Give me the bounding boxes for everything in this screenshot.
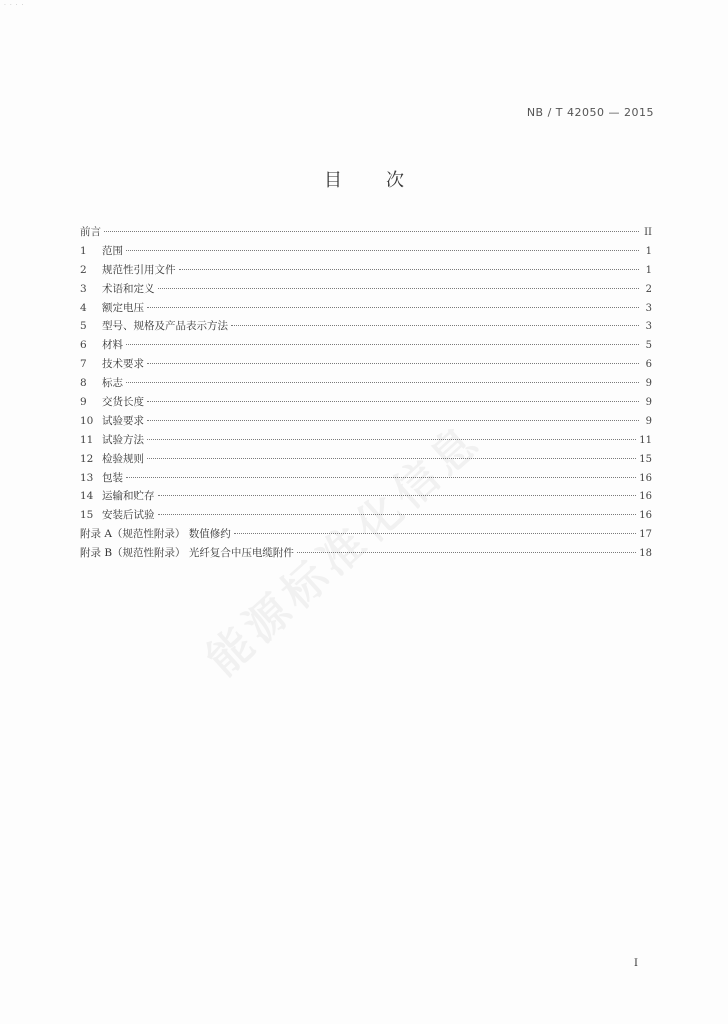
toc-entry-page: II bbox=[644, 227, 652, 238]
standard-number: NB / T 42050 — 2015 bbox=[526, 106, 654, 119]
toc-entry-title: 术语和定义 bbox=[102, 282, 155, 295]
toc-entry-title: 包装 bbox=[102, 471, 123, 484]
toc-entry-page: 2 bbox=[645, 283, 652, 295]
toc-entry-page: 17 bbox=[639, 529, 652, 541]
toc-leader-dots bbox=[147, 307, 639, 308]
toc-list bbox=[80, 224, 652, 564]
corner-mark: · · · · bbox=[4, 2, 25, 9]
toc-entry-number: 8 bbox=[80, 377, 87, 390]
toc-entry-number: 1 bbox=[80, 244, 87, 257]
toc-entry-number: 12 bbox=[80, 452, 94, 465]
toc-entry-title: 技术要求 bbox=[102, 358, 144, 371]
toc-entry[interactable] bbox=[80, 300, 652, 319]
toc-entry-page: 1 bbox=[645, 264, 652, 276]
toc-entry[interactable] bbox=[80, 470, 652, 489]
toc-entry[interactable] bbox=[80, 507, 652, 526]
toc-entry-page: 16 bbox=[639, 510, 652, 522]
toc-entry-number: 7 bbox=[80, 358, 87, 371]
toc-entry[interactable] bbox=[80, 262, 652, 281]
toc-entry-title: 范围 bbox=[102, 244, 123, 257]
toc-entry[interactable] bbox=[80, 318, 652, 337]
toc-entry[interactable] bbox=[80, 432, 652, 451]
toc-entry-page: 5 bbox=[645, 340, 652, 352]
toc-entry-number: 4 bbox=[80, 301, 87, 314]
toc-leader-dots bbox=[231, 325, 639, 326]
toc-entry-number: 10 bbox=[80, 414, 94, 427]
toc-entry-number: 2 bbox=[80, 263, 87, 276]
toc-entry-page: 6 bbox=[645, 359, 652, 371]
toc-entry-title: 试验方法 bbox=[102, 433, 144, 446]
page-number: I bbox=[634, 958, 638, 969]
toc-leader-dots bbox=[147, 401, 639, 402]
toc-entry-title: 前言 bbox=[80, 226, 101, 238]
toc-entry-number: 6 bbox=[80, 339, 87, 352]
toc-entry-number: 14 bbox=[80, 490, 94, 503]
toc-entry-page: 9 bbox=[645, 415, 652, 427]
toc-leader-dots bbox=[126, 344, 639, 345]
toc-entry-title: 材料 bbox=[102, 339, 123, 352]
toc-leader-dots bbox=[179, 269, 640, 270]
toc-leader-dots bbox=[147, 439, 636, 440]
toc-entry[interactable] bbox=[80, 337, 652, 356]
toc-entry[interactable] bbox=[80, 356, 652, 375]
toc-entry[interactable] bbox=[80, 281, 652, 300]
toc-entry-page: 3 bbox=[645, 321, 652, 333]
toc-title: 目次 bbox=[324, 170, 448, 191]
toc-entry-page: 16 bbox=[639, 472, 652, 484]
toc-leader-dots bbox=[158, 514, 637, 515]
toc-leader-dots bbox=[126, 477, 636, 478]
toc-entry-title: 额定电压 bbox=[102, 301, 144, 314]
toc-entry-title: 型号、规格及产品表示方法 bbox=[102, 320, 228, 333]
toc-entry-number: 5 bbox=[80, 320, 87, 333]
toc-entry-title: 附录 B（规范性附录） 光纤复合中压电缆附件 bbox=[80, 547, 294, 560]
toc-entry-title: 交货长度 bbox=[102, 396, 144, 409]
toc-leader-dots bbox=[147, 458, 636, 459]
toc-entry[interactable] bbox=[80, 224, 652, 243]
toc-entry-page: 18 bbox=[639, 548, 652, 560]
toc-entry-title: 附录 A（规范性附录） 数值修约 bbox=[80, 528, 231, 541]
toc-entry-title: 安装后试验 bbox=[102, 509, 155, 522]
toc-entry-page: 11 bbox=[639, 434, 652, 446]
toc-entry-title: 规范性引用文件 bbox=[102, 263, 176, 276]
toc-entry-number: 13 bbox=[80, 471, 94, 484]
toc-entry-page: 15 bbox=[639, 453, 652, 465]
toc-leader-dots bbox=[158, 495, 637, 496]
toc-entry[interactable] bbox=[80, 394, 652, 413]
toc-entry-title: 标志 bbox=[102, 377, 123, 390]
toc-entry[interactable] bbox=[80, 451, 652, 470]
toc-leader-dots bbox=[147, 363, 639, 364]
toc-entry[interactable] bbox=[80, 545, 652, 564]
toc-entry-number: 11 bbox=[80, 433, 94, 446]
toc-entry-page: 9 bbox=[645, 378, 652, 390]
toc-entry-number: 15 bbox=[80, 509, 94, 522]
toc-entry[interactable] bbox=[80, 375, 652, 394]
toc-leader-dots bbox=[158, 288, 640, 289]
toc-leader-dots bbox=[126, 250, 639, 251]
toc-leader-dots bbox=[234, 533, 637, 534]
toc-entry-page: 16 bbox=[639, 491, 652, 503]
toc-entry[interactable] bbox=[80, 526, 652, 545]
toc-entry-number: 3 bbox=[80, 282, 87, 295]
toc-entry[interactable] bbox=[80, 243, 652, 262]
toc-leader-dots bbox=[297, 552, 636, 553]
toc-entry-page: 9 bbox=[645, 397, 652, 409]
toc-entry-page: 1 bbox=[645, 245, 652, 257]
toc-entry-number: 9 bbox=[80, 396, 87, 409]
toc-entry[interactable] bbox=[80, 413, 652, 432]
toc-entry-title: 试验要求 bbox=[102, 414, 144, 427]
toc-leader-dots bbox=[104, 231, 639, 232]
toc-leader-dots bbox=[147, 420, 639, 421]
toc-leader-dots bbox=[126, 382, 639, 383]
toc-entry-title: 检验规则 bbox=[102, 452, 144, 465]
toc-entry-page: 3 bbox=[645, 302, 652, 314]
toc-entry[interactable] bbox=[80, 488, 652, 507]
toc-entry-title: 运输和贮存 bbox=[102, 490, 155, 503]
